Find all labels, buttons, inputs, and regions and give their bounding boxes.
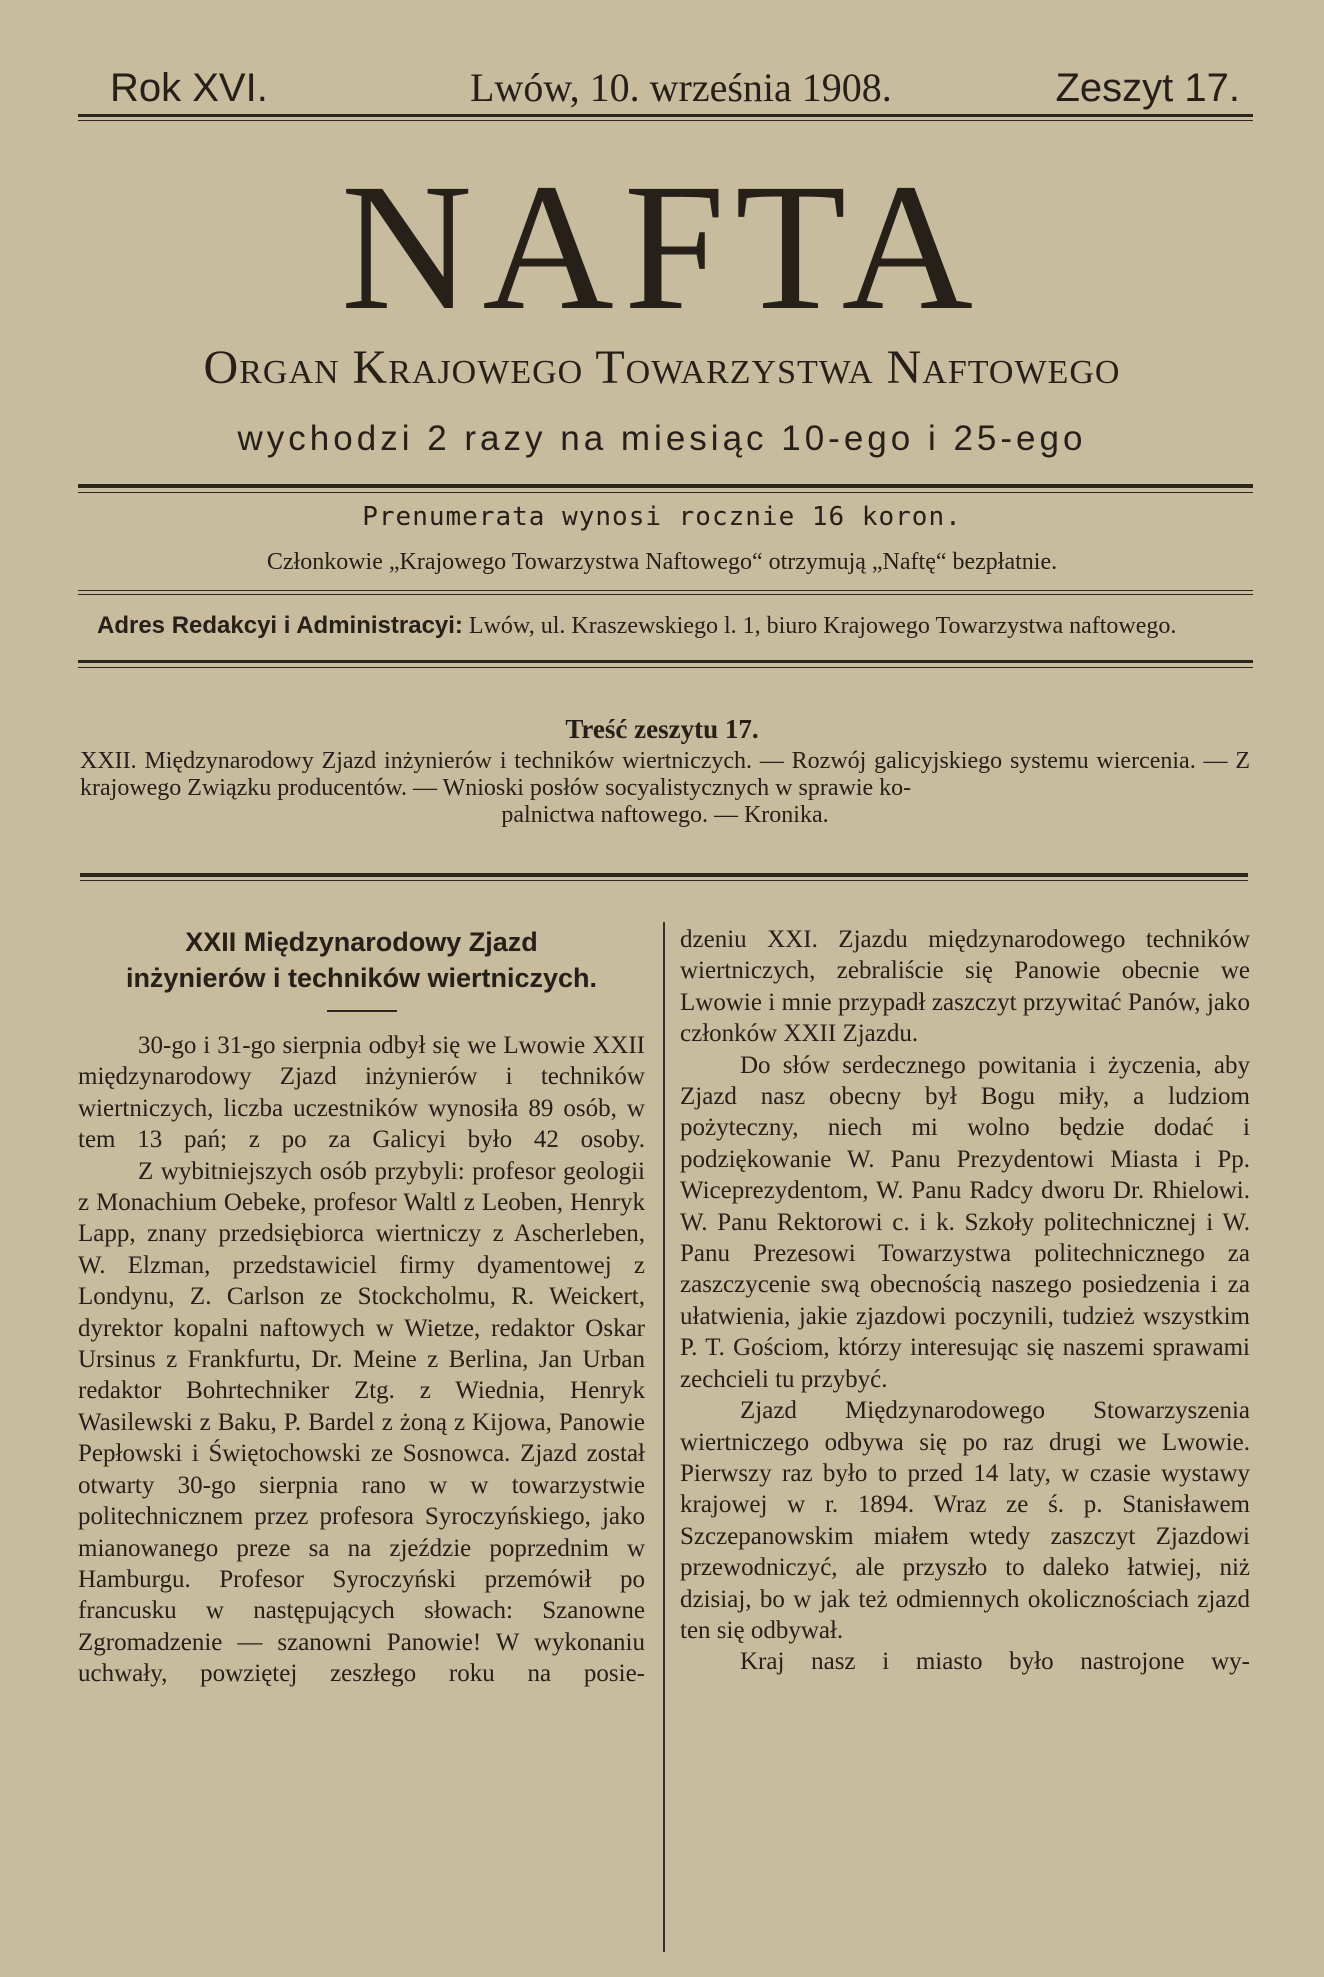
article-paragraph: 30-go i 31-go sierpnia odbył się we Lwowie XXII międzynarodowy Zjazd inżynierów i techników wiertniczych, liczba uczestników wynosiła 89 osób, w tem 13 pań; z po za Galicyi było 42 osoby. bbox=[78, 1032, 645, 1154]
place-date: Lwów, 10. września 1908. bbox=[470, 65, 892, 110]
contents-list bbox=[80, 748, 1250, 829]
address-rule-bottom bbox=[78, 660, 1253, 663]
article-paragraph: Zjazd Międzynarodowego Stowarzyszenia wiertniczego odbywa się po raz drugi we Lwowie. Pierwszy raz było to przed 14 laty, w czasie wystawy krajowej w r. 1894. Wraz ze ś. p. Stanisławem Szczepanowskim miałem wtedy zaszczyt Zjazdowi przewodniczyć, ale przyszło to daleko łatwiej, niż dzisiaj, bo w jak też odmiennych okolicznościach zjazd ten się odbywał. bbox=[680, 1397, 1250, 1644]
address-label: Adres Redakcyi i Administracyi: bbox=[97, 612, 463, 639]
title-separator bbox=[327, 1010, 397, 1012]
issue-number: Zeszyt 17. bbox=[1055, 66, 1240, 110]
issue-header bbox=[100, 62, 1250, 114]
editorial-address bbox=[97, 610, 1247, 642]
contents-line: palnictwa naftowego. — Kronika. bbox=[501, 802, 829, 828]
address-rule-top bbox=[78, 590, 1253, 591]
title-rule-thick bbox=[78, 484, 1253, 488]
title-rule-thin bbox=[78, 492, 1253, 493]
volume-year: Rok XVI. bbox=[110, 66, 268, 110]
article-title bbox=[78, 924, 645, 996]
address-value: Lwów, ul. Kraszewskiego l. 1, biuro Krajowego Towarzystwa naftowego. bbox=[468, 613, 1177, 639]
article-paragraph: Z wybitniejszych osób przybyli: profesor geologii z Monachium Oebeke, profesor Waltl z Leoben, Henryk Lapp, znany przedsiębiorca wiertniczy z Ascherleben, W. Elzman, przedstawiciel firmy dyamentowej z Londynu, Z. Carlson ze Stockcholmu, R. Weickert, dyrektor kopalni naftowych w Wietze, redaktor Oskar Ursinus z Frankfurtu, Dr. Meine z Berlina, Jan Urban redaktor Bohrtechniker Ztg. z Wiednia, Henryk Wasilewski z Baku, P. Bardel z żoną z Kijowa, Panowie Pepłowski i Świętochowski ze Sosnowca. Zjazd został otwarty 30-go sierpnia rano w w towarzystwie politechnicznem przez profesora Syroczyńskiego, jako mianowanego preze sa na zjeździe poprzednim w Hamburgu. Profesor Syroczyński przemówił po francusku w następujących słowach: Szanowne Zgromadzenie — szanowni Panowie! W wykonaniu uchwały, powziętej zeszłego roku na posie- bbox=[78, 1157, 645, 1688]
article-title-line: XXII Międzynarodowy Zjazd bbox=[185, 927, 538, 957]
newspaper-subtitle: Organ Krajowego Towarzystwa Naftowego bbox=[203, 341, 1121, 394]
column-divider bbox=[663, 922, 665, 1952]
address-rule-bottom-thin bbox=[78, 667, 1253, 668]
contents-title: Treść zeszytu 17. bbox=[565, 714, 759, 744]
header-rule bbox=[78, 114, 1253, 117]
address-rule-top-2 bbox=[78, 594, 1253, 595]
contents-rule bbox=[80, 873, 1248, 877]
publication-frequency: wychodzi 2 razy na miesiąc 10-ego i 25-ego bbox=[237, 419, 1087, 458]
article-paragraph: dzeniu XXI. Zjazdu międzynarodowego techników wiertniczych, zebraliście się Panowie obecnie we Lwowie i mnie przypadł zaszczyt przywitać Panów, jako członków XXII Zjazdu. bbox=[680, 926, 1250, 1048]
article-paragraph: Do słów serdecznego powitania i życzenia, aby Zjazd nasz obecny był Bogu miły, a ludziom pożyteczny, niech mi wolno będzie dodać i podziękowanie W. Panu Prezydentowi Miasta i Pp. Wiceprezydentom, W. Panu Radcy dworu Dr. Rhielowi. W. Panu Rektorowi c. i k. Szkoły politechnicznej i W. Panu Prezesowi Towarzystwa politechnicznego za zaszczycenie swą obecnością naszego posiedzenia i za ułatwienia, jakie zjazdowi poczynili, tudzież wszystkim P. T. Gościom, którzy interesując się naszemi sprawami zechcieli tu przybyć. bbox=[680, 1051, 1250, 1393]
header-rule-thin bbox=[78, 120, 1253, 121]
newspaper-title: NAFTA bbox=[340, 147, 984, 348]
article-column-left bbox=[78, 924, 645, 1690]
subscription-price: Prenumerata wynosi rocznie 16 koron. bbox=[362, 502, 962, 532]
article-title-line: inżynierów i techników wiertniczych. bbox=[125, 963, 598, 993]
members-note: Członkowie „Krajowego Towarzystwa Naftowego“ otrzymują „Naftę“ bezpłatnie. bbox=[266, 549, 1058, 575]
contents-rule-thin bbox=[80, 880, 1248, 881]
article-paragraph: Kraj nasz i miasto było nastrojone wy- bbox=[740, 1648, 1250, 1676]
contents-line: XXII. Międzynarodowy Zjazd inżynierów i techników wiertniczych. — Rozwój galicyjskiego systemu wiercenia. — Z krajowego Związku producentów. — Wnioski posłów socyalistycznych w sprawie ko- bbox=[80, 748, 1250, 801]
article-column-right bbox=[680, 924, 1250, 1678]
